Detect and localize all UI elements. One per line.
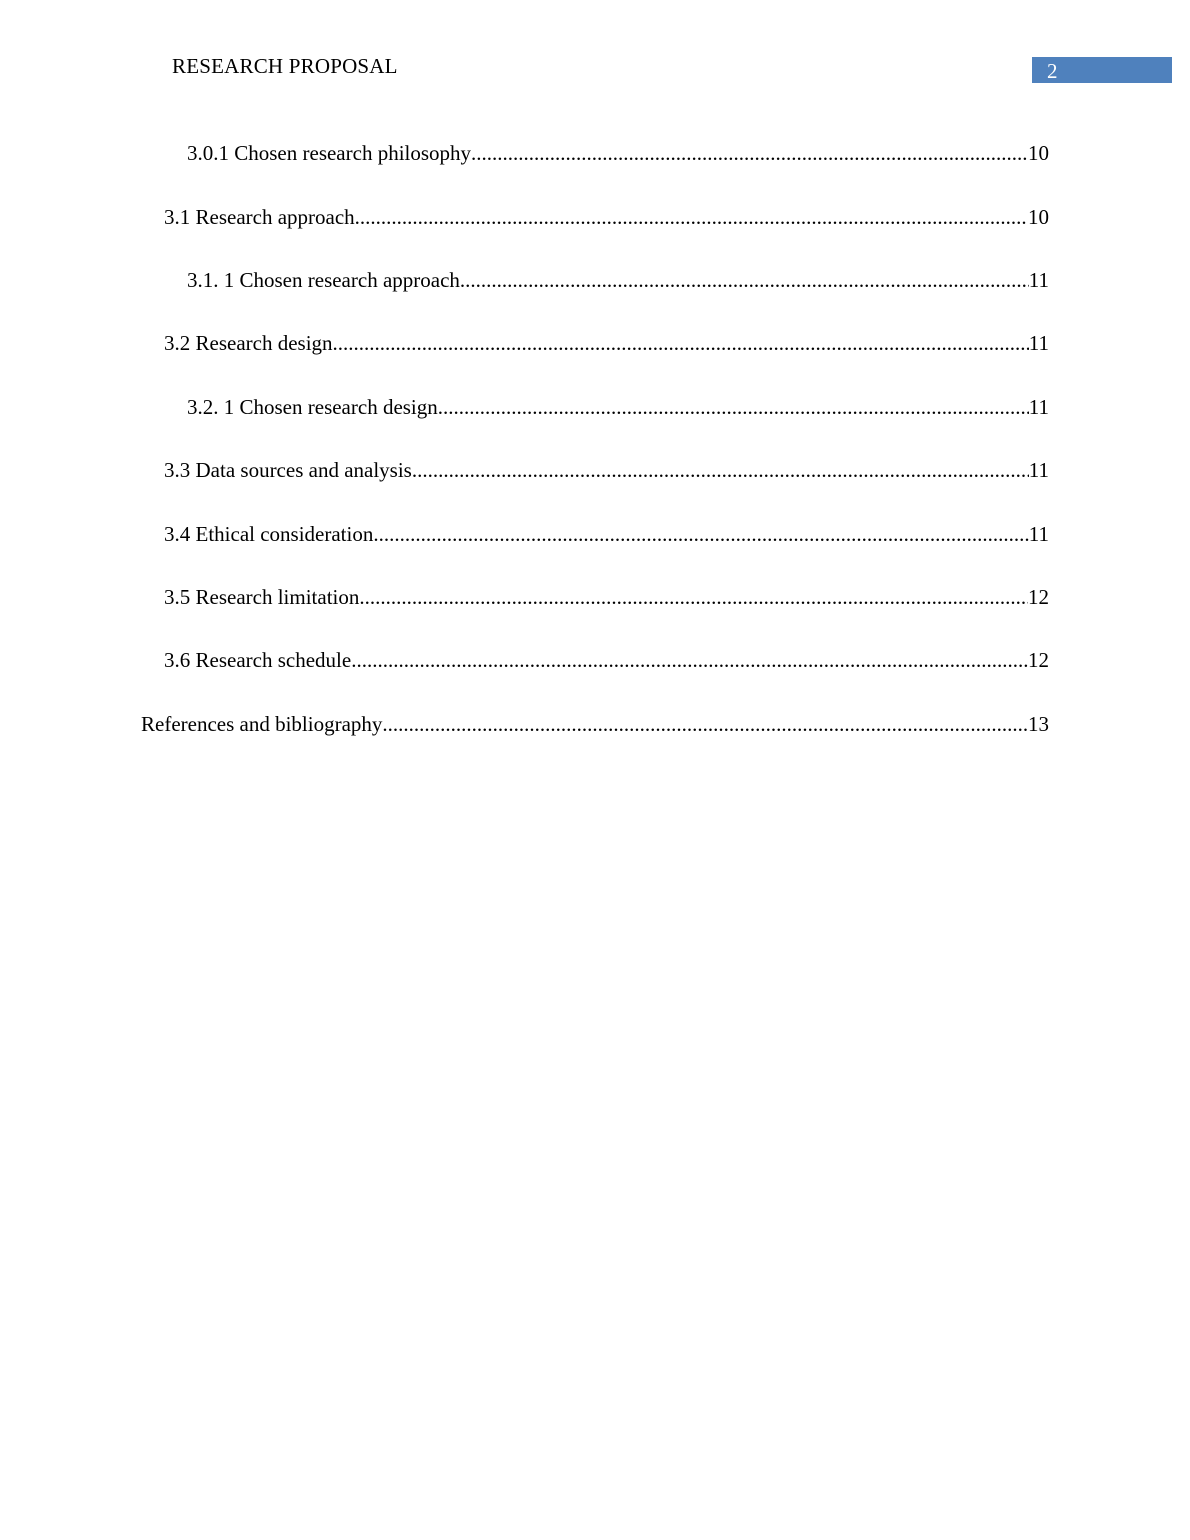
toc-entry-research-approach[interactable] xyxy=(164,203,1049,231)
toc-dot-leader xyxy=(471,139,1028,167)
toc-dot-leader xyxy=(412,456,1029,484)
toc-entry-page: 11 xyxy=(1028,458,1049,482)
toc-entry-page: 11 xyxy=(1028,395,1049,419)
page-number-badge xyxy=(1032,57,1172,83)
toc-entry-chosen-research-philosophy[interactable] xyxy=(187,139,1049,167)
toc-entry-references-and-bibliography[interactable] xyxy=(141,710,1049,738)
toc-dot-leader xyxy=(359,583,1028,611)
toc-entry-data-sources-and-analysis[interactable] xyxy=(164,456,1049,484)
toc-dot-leader xyxy=(438,393,1029,421)
page-number: 2 xyxy=(1047,59,1058,83)
toc-entry-label: References and bibliography xyxy=(141,712,383,736)
toc-entry-page: 11 xyxy=(1028,268,1049,292)
toc-entry-page: 11 xyxy=(1028,522,1049,546)
toc-entry-page: 11 xyxy=(1028,331,1049,355)
toc-entry-label: 3.2. 1 Chosen research design xyxy=(187,395,438,419)
toc-entry-label: 3.2 Research design xyxy=(164,331,333,355)
toc-entry-label: 3.0.1 Chosen research philosophy xyxy=(187,141,472,165)
toc-entry-label: 3.4 Ethical consideration xyxy=(164,522,374,546)
toc-dot-leader xyxy=(460,266,1029,294)
toc-entry-label: 3.1 Research approach xyxy=(164,205,355,229)
toc-entry-page: 10 xyxy=(1028,141,1049,165)
toc-dot-leader xyxy=(382,710,1028,738)
toc-entry-research-limitation[interactable] xyxy=(164,583,1049,611)
toc-entry-research-schedule[interactable] xyxy=(164,646,1049,674)
toc-entry-chosen-research-approach[interactable] xyxy=(187,266,1049,294)
toc-entry-research-design[interactable] xyxy=(164,329,1049,357)
toc-entry-label: 3.6 Research schedule xyxy=(164,648,352,672)
toc-entry-label: 3.1. 1 Chosen research approach xyxy=(187,268,460,292)
toc-entry-chosen-research-design[interactable] xyxy=(187,393,1049,421)
toc-dot-leader xyxy=(333,329,1029,357)
toc-entry-page: 13 xyxy=(1028,712,1049,736)
toc-entry-ethical-consideration[interactable] xyxy=(164,520,1049,548)
running-header-title: RESEARCH PROPOSAL xyxy=(172,54,398,78)
toc-dot-leader xyxy=(373,520,1028,548)
toc-dot-leader xyxy=(351,646,1028,674)
toc-entry-label: 3.5 Research limitation xyxy=(164,585,360,609)
toc-dot-leader xyxy=(355,203,1028,231)
toc-entry-label: 3.3 Data sources and analysis xyxy=(164,458,412,482)
toc-entry-page: 12 xyxy=(1028,648,1049,672)
toc-entry-page: 12 xyxy=(1028,585,1049,609)
toc-entry-page: 10 xyxy=(1028,205,1049,229)
